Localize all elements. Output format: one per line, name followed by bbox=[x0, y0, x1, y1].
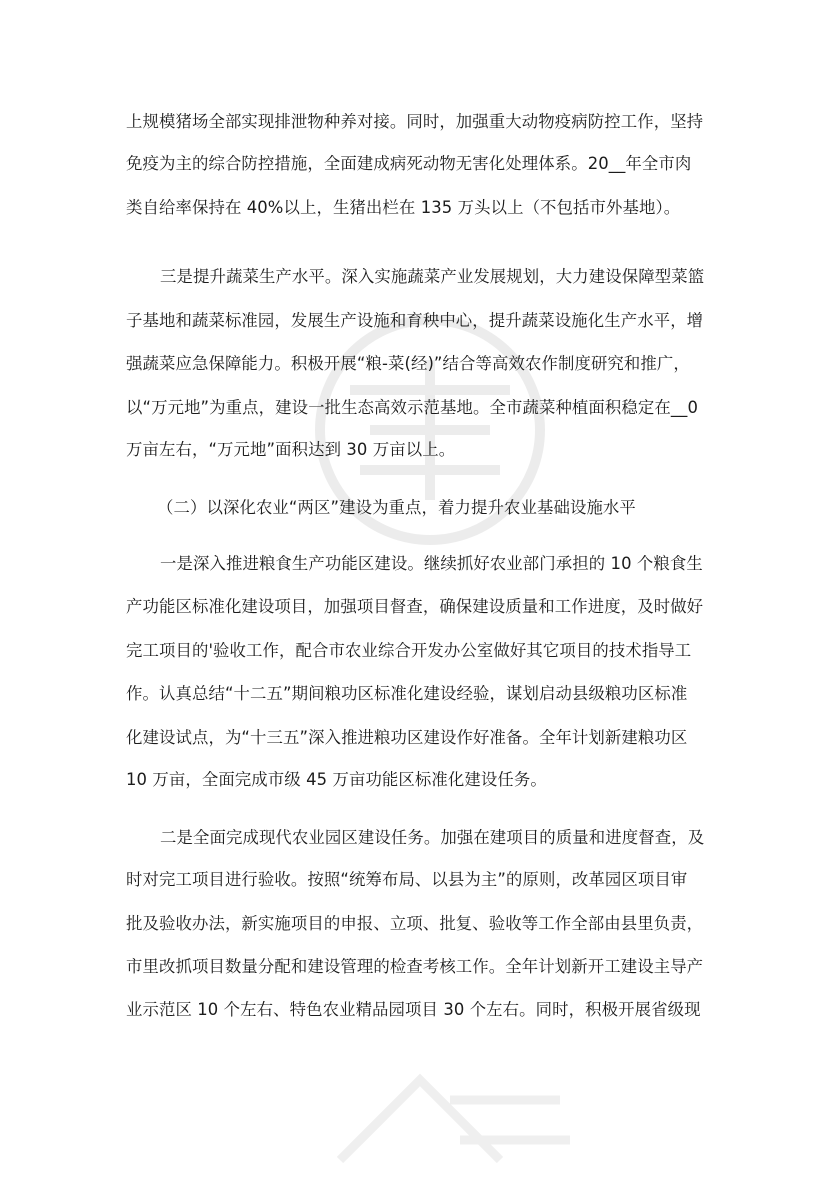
paragraph-line: 万亩左右，“万元地”面积达到 30 万亩以上。 bbox=[126, 440, 456, 459]
paragraph-line: 化建设试点，为“十三五”深入推进粮功区建设作好准备。全年计划新建粮功区 bbox=[126, 728, 688, 747]
paragraph-line: 类自给率保持在 40%以上，生猪出栏在 135 万头以上（不包括市外基地）。 bbox=[126, 198, 681, 217]
paragraph-line: 时对完工项目进行验收。按照“统筹布局、以县为主”的原则，改革园区项目审 bbox=[126, 870, 688, 889]
watermark-image-bottom bbox=[300, 1040, 600, 1180]
section-heading: （二）以深化农业“两区”建设为重点，着力提升农业基础设施水平 bbox=[157, 498, 636, 517]
paragraph-line: 一是深入推进粮食生产功能区建设。继续抓好农业部门承担的 10 个粮食生 bbox=[160, 554, 703, 573]
paragraph-line: 业示范区 10 个左右、特色农业精品园项目 30 个左右。同时，积极开展省级现 bbox=[126, 1000, 701, 1019]
paragraph-line: 二是全面完成现代农业园区建设任务。加强在建项目的质量和进度督查，及 bbox=[160, 828, 705, 847]
paragraph-line: 批及验收办法，新实施项目的申报、立项、批复、验收等工作全部由县里负责， bbox=[126, 914, 704, 933]
paragraph-line: 产功能区标准化建设项目，加强项目督查，确保建设质量和工作进度，及时做好 bbox=[126, 597, 704, 616]
paragraph-line: 市里改抓项目数量分配和建设管理的检查考核工作。全年计划新开工建设主导产 bbox=[126, 957, 704, 976]
paragraph-line: 免疫为主的综合防控措施，全面建成病死动物无害化处理体系。20__年全市肉 bbox=[126, 154, 692, 173]
paragraph-line: 上规模猪场全部实现排泄物种养对接。同时，加强重大动物疫病防控工作，坚持 bbox=[126, 112, 704, 131]
paragraph-line: 强蔬菜应急保障能力。积极开展“粮-菜(经)”结合等高效农作制度研究和推广， bbox=[126, 354, 690, 373]
paragraph-line: 10 万亩，全面完成市级 45 万亩功能区标准化建设任务。 bbox=[126, 770, 547, 789]
paragraph-line: 子基地和蔬菜标准园，发展生产设施和育秧中心，提升蔬菜设施化生产水平，增 bbox=[126, 311, 704, 330]
paragraph-line: 作。认真总结“十二五”期间粮功区标准化建设经验，谋划启动县级粮功区标准 bbox=[126, 684, 688, 703]
watermark-image bbox=[250, 300, 610, 560]
paragraph-line: 以“万元地”为重点，建设一批生态高效示范基地。全市蔬菜种植面积稳定在__0 bbox=[126, 398, 698, 417]
paragraph-line: 完工项目的'验收工作，配合市农业综合开发办公室做好其它项目的技术指导工 bbox=[126, 641, 692, 660]
paragraph-line: 三是提升蔬菜生产水平。深入实施蔬菜产业发展规划，大力建设保障型菜篮 bbox=[160, 267, 705, 286]
